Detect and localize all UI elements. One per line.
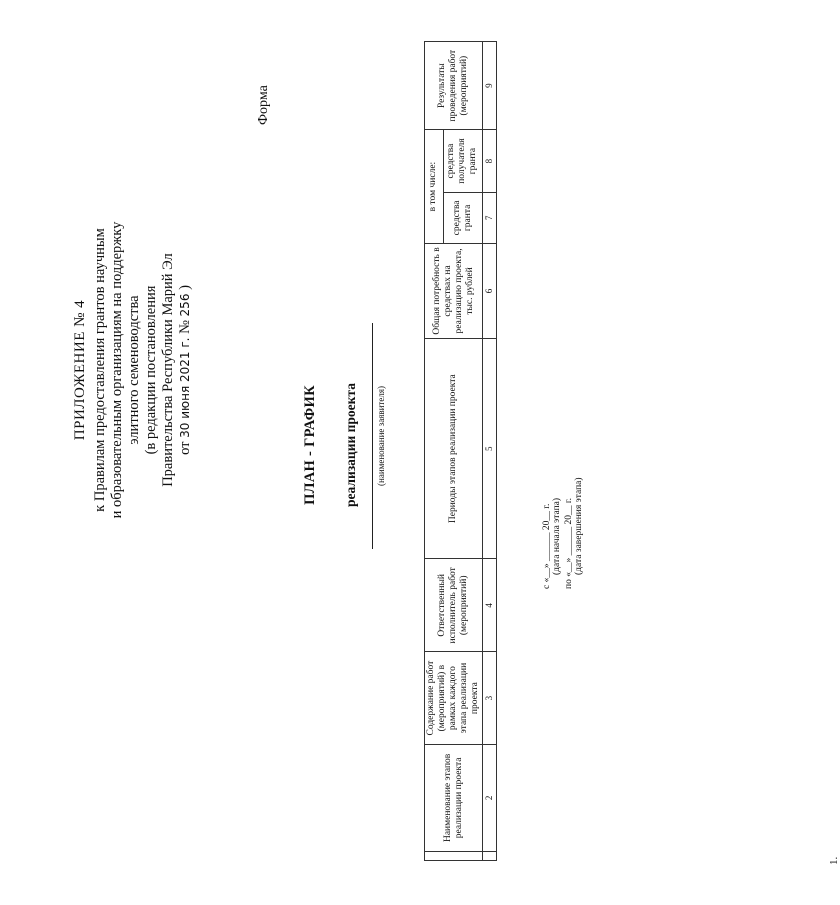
- table-header-cell: средства гранта: [443, 192, 482, 243]
- period-start-caption: (дата начала этапа): [552, 497, 562, 575]
- table-header-cell: Периоды этапов реализации проекта: [425, 339, 483, 559]
- period-end-caption: (дата завершения этапа): [574, 477, 584, 575]
- column-number: 9: [483, 42, 497, 130]
- plan-title: ПЛАН - ГРАФИК: [302, 385, 318, 505]
- date-suffix: ): [177, 285, 193, 290]
- plan-subtitle: реализации проекта: [343, 383, 358, 507]
- date-value: 30 июня 2021 г.: [178, 337, 192, 438]
- table-header-cell: [425, 851, 483, 860]
- column-number: [483, 851, 497, 860]
- table-header-cell: средства получателя гранта: [443, 130, 482, 193]
- column-number: 2: [483, 745, 497, 852]
- period-end: [564, 477, 584, 589]
- column-number: 7: [483, 192, 497, 243]
- table-header-cell: Наименование этапов реализации проекта: [425, 745, 483, 852]
- column-number: 8: [483, 130, 497, 193]
- form-label: Форма: [256, 85, 271, 125]
- column-number: 4: [483, 559, 497, 652]
- header-line: к Правилам предоставления грантов научным: [92, 228, 108, 512]
- header-line: (в редакции постановления: [143, 285, 159, 455]
- table-header-cell: Ответственный исполнитель работ (мероприятий): [425, 559, 483, 652]
- column-number: 5: [483, 339, 497, 559]
- table-header-cell: в том числе:: [425, 130, 444, 244]
- header-line: Правительства Республики Марий Эл: [160, 253, 176, 487]
- period-end-line: по «__» ______ 20__ г.: [564, 497, 574, 589]
- number-label: №: [177, 320, 193, 334]
- table-number-row: [483, 42, 497, 861]
- appendix-title: ПРИЛОЖЕНИЕ № 4: [72, 299, 88, 441]
- column-number: 6: [483, 243, 497, 338]
- appendix-header: [72, 155, 194, 585]
- number-value: 256: [178, 293, 192, 317]
- header-line: и образовательным организациям на поддержку: [109, 221, 125, 519]
- header-line: элитного семеноводства: [126, 295, 142, 445]
- header-date-line: [177, 155, 194, 585]
- date-prefix: от: [177, 441, 193, 455]
- row-number: 1.: [828, 856, 840, 865]
- period-start-line: с «__» ______ 20__ г.: [542, 503, 552, 589]
- period-start: [542, 498, 562, 589]
- column-number: 3: [483, 652, 497, 745]
- applicant-caption: (наименование заявителя): [376, 386, 386, 486]
- applicant-name-line: [372, 323, 373, 549]
- period-end-year: 20__ г.: [564, 497, 574, 525]
- table-header-cell: Общая потребность в средствах на реализацию проекта, тыс. рублей: [425, 243, 483, 338]
- period-end-prefix: по «__»: [564, 557, 574, 589]
- table-header-cell: Результаты проведения работ (мероприятий): [425, 42, 483, 130]
- table-header-cell: Содержание работ (мероприятий) в рамках каждого этапа реализации проекта: [425, 652, 483, 745]
- plan-schedule-table: [424, 41, 497, 861]
- period-start-prefix: с «__»: [542, 563, 552, 589]
- period-start-year: 20__ г.: [542, 503, 552, 531]
- table-header-row: [425, 42, 444, 861]
